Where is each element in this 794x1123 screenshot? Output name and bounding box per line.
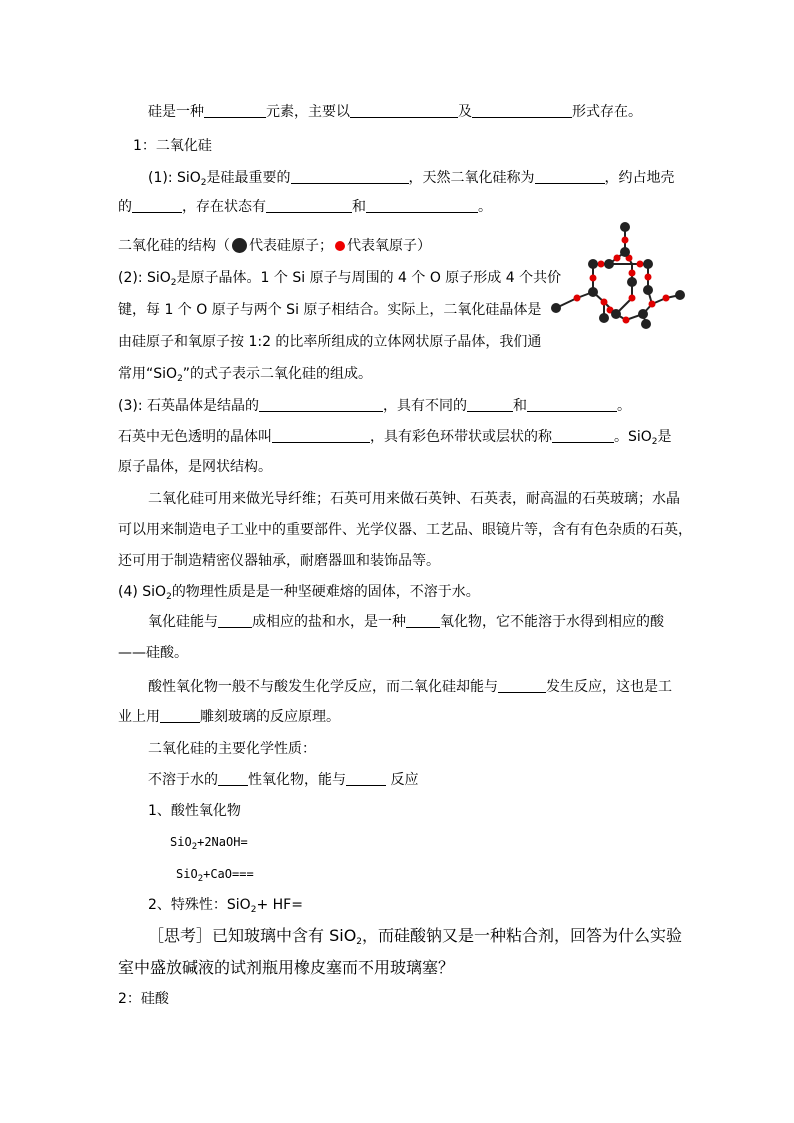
oxygen-atom — [590, 275, 597, 282]
text: (2): SiO — [118, 270, 171, 286]
blank — [350, 103, 458, 118]
reaction-2-line — [148, 895, 303, 915]
intro-text-4: 形式存在。 — [572, 104, 642, 120]
text: 。 — [617, 398, 631, 414]
text: 。 — [478, 199, 492, 215]
silicon-atom — [641, 319, 651, 329]
text: 不溶于水的 — [148, 772, 218, 788]
text: 是硅最重要的 — [206, 170, 291, 186]
think-line-2: 室中盛放碱液的试剂瓶用橡皮塞而不用玻璃塞？ — [118, 958, 455, 977]
text: 二氧化硅的结构（ — [118, 238, 230, 254]
silicon-atom — [551, 303, 561, 313]
question-2-line-2: 键，每 1 个 O 原子与两个 Si 原子相结合。实际上，二氧化硅晶体是 — [118, 302, 542, 318]
oxygen-atom — [645, 274, 652, 281]
text: 常用“SiO — [118, 366, 178, 382]
question-3-line-2 — [118, 427, 672, 447]
text: ［思考］已知玻璃中含有 SiO — [148, 926, 357, 945]
subscript: 2 — [177, 374, 183, 384]
oxygen-atom — [663, 295, 670, 302]
reaction-1-title: 1、酸性氧化物 — [148, 803, 241, 819]
equation-cao — [176, 864, 254, 884]
blank — [266, 198, 352, 213]
think-line-1 — [148, 925, 682, 947]
text: 是 — [657, 429, 672, 445]
text: 发生反应，这也是工 — [546, 679, 672, 695]
silicon-atom-icon — [232, 238, 247, 253]
text: (1): SiO — [148, 170, 201, 186]
oxygen-atom — [574, 295, 581, 302]
oxide-line-1 — [148, 612, 664, 632]
silicon-atom — [643, 285, 653, 295]
uses-line-2: 可以用来制造电子工业中的重要部件、光学仪器、工艺品、眼镜片等，含有有色杂质的石英， — [118, 522, 692, 538]
subscript: 2 — [356, 937, 363, 947]
text: 性氧化物，能与 — [248, 772, 346, 788]
text: 2、特殊性：SiO — [148, 897, 251, 913]
blank — [259, 397, 383, 412]
acid-line-1 — [148, 677, 672, 697]
chemical-properties-line — [148, 770, 418, 790]
silicon-atom — [588, 287, 598, 297]
blank — [406, 613, 440, 628]
equation-naoh — [170, 832, 248, 852]
text: ，天然二氧化硅称为 — [408, 170, 535, 186]
silicon-atom — [620, 222, 630, 232]
text: (4) SiO — [118, 584, 167, 600]
text: 代表氧原子） — [347, 238, 431, 254]
text: SiO — [170, 835, 192, 849]
subscript: 2 — [197, 874, 204, 884]
text: 反应 — [386, 772, 419, 788]
silicon-atoms — [551, 222, 685, 329]
oxygen-atom-icon — [335, 241, 345, 251]
text: 成相应的盐和水，是一种 — [252, 614, 406, 630]
question-3-line-3: 原子晶体，是网状结构。 — [118, 459, 272, 475]
blank — [552, 428, 614, 443]
question-1-line-2 — [118, 197, 492, 217]
blank — [366, 198, 478, 213]
oxygen-atom — [623, 317, 630, 324]
subscript: 2 — [651, 437, 658, 447]
oxygen-atom — [601, 299, 608, 306]
text: ，具有不同的 — [383, 398, 467, 414]
oxygen-atom — [622, 237, 629, 244]
silicon-atom — [599, 313, 609, 323]
blank — [218, 771, 248, 786]
text: (3): 石英晶体是结晶的 — [118, 398, 259, 414]
text: +CaO=== — [203, 867, 254, 881]
section-title-silica: 1：二氧化硅 — [133, 138, 212, 154]
text: 氧化硅能与 — [148, 614, 218, 630]
text: 是原子晶体。1 个 Si 原子与周围的 4 个 O 原子形成 4 个共价 — [176, 270, 562, 286]
question-1-line-1 — [148, 168, 675, 188]
question-3-line-1 — [118, 396, 631, 416]
chemical-properties-title: 二氧化硅的主要化学性质： — [148, 741, 316, 757]
silicon-atom — [627, 277, 637, 287]
text: 的 — [118, 199, 132, 215]
text: 代表硅原子； — [249, 238, 333, 254]
subscript: 2 — [166, 592, 172, 602]
blank — [498, 678, 546, 693]
blank — [160, 708, 200, 723]
blank — [291, 169, 409, 184]
silica-crystal-structure-diagram — [548, 222, 688, 332]
text: + HF= — [256, 897, 303, 913]
silicon-atom — [604, 259, 614, 269]
question-4-line — [118, 582, 480, 602]
silicon-atom — [611, 309, 621, 319]
subscript: 2 — [200, 178, 207, 188]
subscript: 2 — [191, 842, 198, 852]
text: ，存在状态有 — [182, 199, 266, 215]
text: ，约占地壳 — [604, 170, 675, 186]
blank — [527, 397, 617, 412]
section-title-silicic-acid: 2：硅酸 — [118, 991, 169, 1007]
text: ，而硅酸钠又是一种粘合剂，回答为什么实验 — [362, 926, 683, 945]
text: 业上用 — [118, 709, 160, 725]
subscript: 2 — [170, 278, 177, 288]
oxygen-atom — [629, 270, 636, 277]
intro-text-3: 及 — [458, 104, 472, 120]
silicon-atom — [588, 259, 598, 269]
uses-line-1: 二氧化硅可用来做光导纤维；石英可用来做石英钟、石英表，耐高温的石英玻璃；水晶 — [148, 491, 680, 507]
acid-line-2 — [118, 707, 340, 727]
silicon-atom — [643, 259, 653, 269]
intro-line — [148, 102, 642, 122]
text: 和 — [513, 398, 527, 414]
blank — [272, 428, 370, 443]
oxide-line-2: ——硅酸。 — [118, 645, 188, 661]
blank — [472, 103, 572, 118]
intro-text-1: 硅是一种 — [148, 104, 204, 120]
oxygen-atom — [637, 261, 644, 268]
text: ”的式子表示二氧化硅的组成。 — [182, 366, 373, 382]
oxygen-atom — [649, 301, 656, 308]
silicon-atom — [638, 309, 648, 319]
intro-text-2: 元素，主要以 — [266, 104, 350, 120]
text: SiO — [176, 867, 198, 881]
question-2-line-4 — [118, 364, 372, 384]
text: 的物理性质是是一种坚硬难熔的固体，不溶于水。 — [171, 584, 480, 600]
text: ，具有彩色环带状或层状的称 — [370, 429, 552, 445]
blank — [346, 771, 386, 786]
silicon-atom — [620, 247, 630, 257]
text: 和 — [352, 199, 366, 215]
uses-line-3: 还可用于制造精密仪器轴承，耐磨器皿和装饰品等。 — [118, 553, 440, 569]
text: 。SiO — [614, 429, 652, 445]
oxygen-atom — [598, 261, 605, 268]
blank — [535, 169, 605, 184]
text: 酸性氧化物一般不与酸发生化学反应，而二氧化硅却能与 — [148, 679, 498, 695]
text: 雕刻玻璃的反应原理。 — [200, 709, 340, 725]
blank — [204, 103, 266, 118]
blank — [218, 613, 252, 628]
question-2-line-3: 由硅原子和氧原子按 1:2 的比率所组成的立体网状原子晶体，我们通 — [118, 334, 542, 350]
subscript: 2 — [250, 905, 257, 915]
oxygen-atom — [614, 255, 621, 262]
blank — [132, 198, 182, 213]
text: 石英中无色透明的晶体叫 — [118, 429, 272, 445]
structure-legend — [118, 236, 431, 256]
blank — [467, 397, 513, 412]
oxygen-atom — [629, 295, 636, 302]
silicon-atom — [675, 290, 685, 300]
text: +2NaOH= — [197, 835, 248, 849]
question-2-line-1 — [118, 268, 561, 288]
text: 氧化物，它不能溶于水得到相应的酸 — [440, 614, 664, 630]
